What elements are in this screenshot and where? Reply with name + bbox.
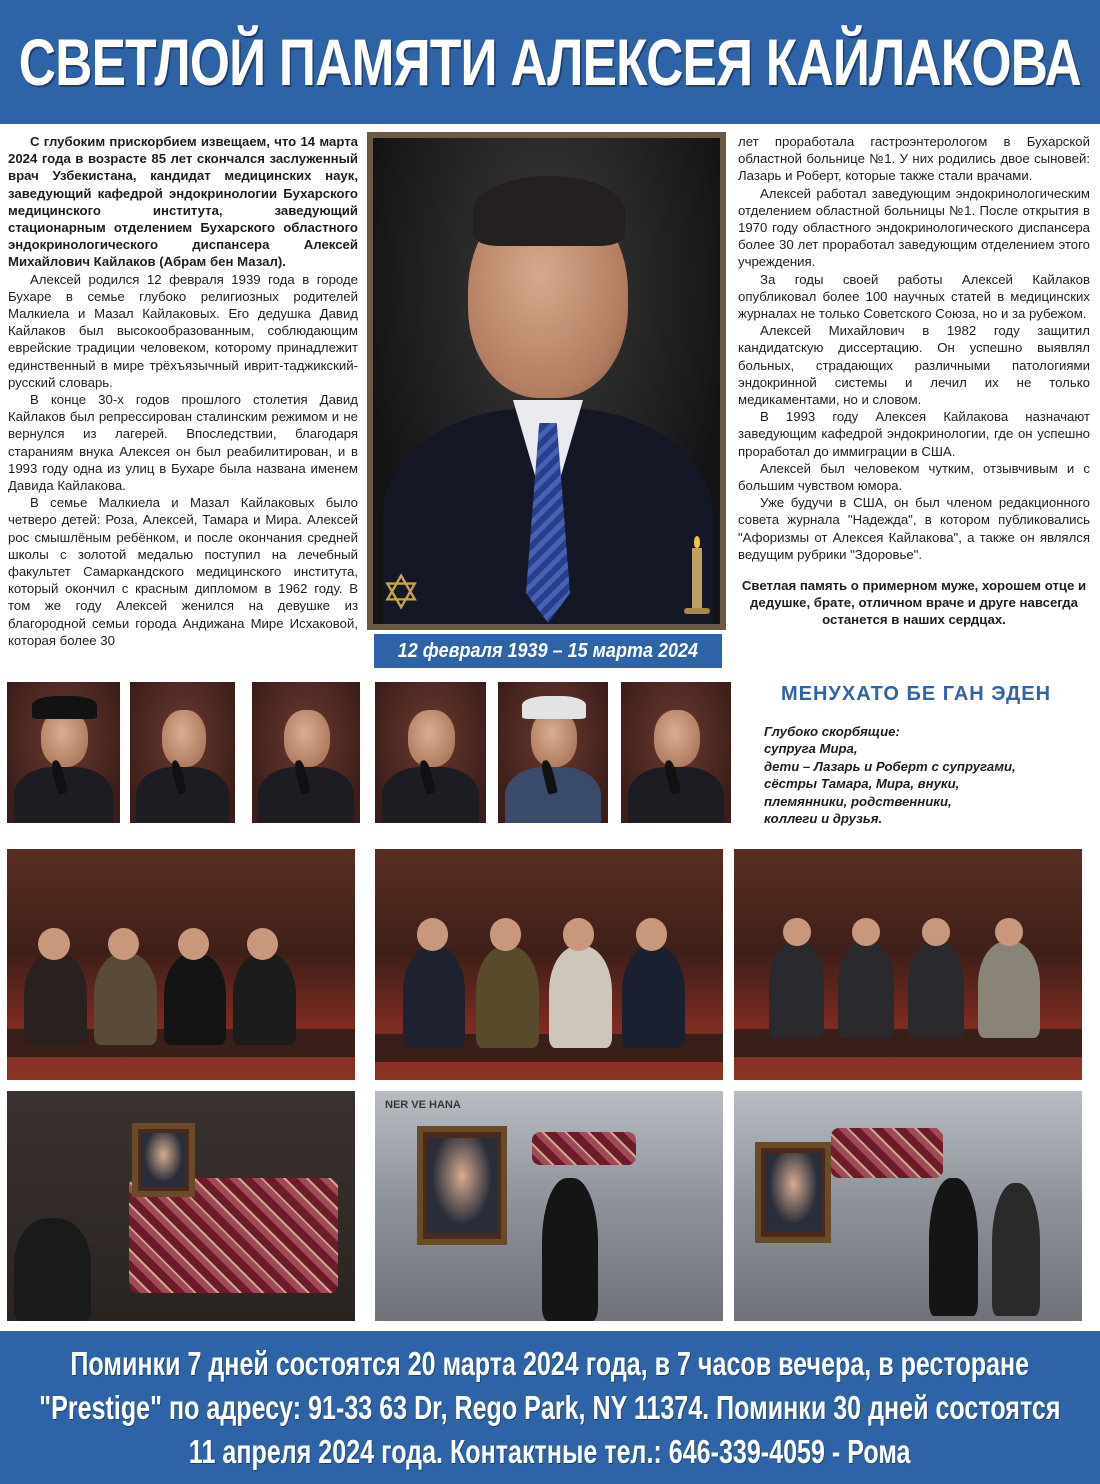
audience-photo — [7, 849, 355, 1080]
speaker-photo — [621, 682, 731, 823]
menuhato-heading: МЕНУХАТО БЕ ГАН ЭДЕН — [780, 683, 1052, 705]
obituary-paragraph: В семье Малкиела и Мазал Кайлаковых было четверо детей: Роза, Алексей, Тамара и Мира. Алексей рос смышлёным ребёнком, и после окончания средней школы с золотой медалью поступил на лечебный факультет Самаркандского медицинского института, который окончил с красным дипломом в 1962 году. В том же году Алексей женился на девушке из благородной семьи города Андижана Мире Исхаковой, которая более 30 — [8, 495, 358, 648]
procession-photo — [375, 1091, 723, 1321]
obituary-paragraph: Алексей был человеком чутким, отзывчивым и с большим чувством юмора. — [738, 460, 1090, 494]
procession-photo — [7, 1091, 355, 1321]
obituary-right-column — [738, 133, 1090, 629]
obituary-left-column — [8, 133, 358, 649]
speaker-photo — [7, 682, 120, 823]
street-sign: NER VE HANA — [385, 1099, 461, 1111]
header-banner — [0, 0, 1100, 124]
obituary-paragraph: лет проработала гастроэнтерологом в Бухарской областной больнице №1. У них родились двое сыновей: Лазарь и Роберт, которые также стали врачами. — [738, 134, 1090, 184]
obituary-paragraph: Алексей родился 12 февраля 1939 года в городе Бухаре в семье глубоко религиозных родителей Малкиела и Мазал Кайлаковых. Его дедушка Давид Кайлаков был высокообразованным, соблюдающим еврейские традиции человеком, которому принадлежит единственный в мире трёхъязычный иврит-таджикский-русский словарь. — [8, 271, 358, 390]
life-dates: 12 февраля 1939 – 15 марта 2024 — [397, 639, 699, 662]
portrait-photo — [367, 132, 726, 630]
mourners-line: сёстры Тамара, Мира, внуки, — [764, 776, 960, 792]
mourners-line: Глубоко скорбящие: — [764, 724, 900, 739]
speaker-photo — [375, 682, 486, 823]
life-dates-bar — [374, 634, 722, 668]
obituary-paragraph: Алексей работал заведующим эндокринологическим отделением областной больницы №1. После открытия в 1970 году областного эндокринологического диспансера более 30 лет проработал заведующим отделением этого учреждения. — [738, 185, 1090, 270]
star-of-david-icon: ✡ — [381, 567, 422, 620]
obituary-paragraph: За годы своей работы Алексей Кайлаков опубликовал более 100 научных статей в медицинских журналах не только Советского Союза, но и за рубежом. — [738, 271, 1090, 322]
speaker-photo — [252, 682, 360, 823]
candle-icon — [692, 548, 702, 608]
audience-photo — [375, 849, 723, 1080]
obituary-paragraph: В 1993 году Алексея Кайлакова назначают заведующим кафедрой эндокринологии, где он успешно проработал до иммиграции в США. — [738, 409, 1090, 459]
mourners-line: супруга Мира, — [764, 741, 858, 757]
mourners-line: дети – Лазарь и Роберт с супругами, — [764, 758, 1016, 774]
obituary-paragraph: Алексей Михайлович в 1982 году защитил кандидатскую диссертацию. Он успешно выявлял больных, страдающих различными патологиями эндокринной системы и лечил их не только медикаментами, но и словом. — [738, 323, 1090, 408]
announcement-line: 11 апреля 2024 года. Контактные тел.: 646-339-4059 - Рома — [189, 1432, 911, 1470]
mourners-list — [764, 723, 1094, 827]
memorial-announcement — [0, 1331, 1100, 1484]
obituary-paragraph: Уже будучи в США, он был членом редакционного совета журнала "Надежда", в котором публиковались "Афоризмы от Алексея Кайлакова", а также он являлся ведущим рубрики "Здоровье". — [738, 495, 1090, 562]
speaker-photo — [498, 682, 608, 823]
audience-photo — [734, 849, 1082, 1080]
mourners-line: племянники, родственники, — [764, 793, 952, 809]
obituary-paragraph: В конце 30-х годов прошлого столетия Давид Кайлаков был репрессирован сталинским режимом и не вернулся из лагерей. Впоследствии, благодаря стараниям внука Алексея он был реабилитирован, и в 1993 году одна из улиц в Бухаре была названа именем Давида Кайлакова. — [8, 392, 358, 494]
announcement-line: "Prestige" по адресу: 91-33 63 Dr, Rego Park, NY 11374. Поминки 30 дней состоятся — [39, 1388, 1061, 1426]
procession-photo — [734, 1091, 1082, 1321]
closing-statement: Светлая память о примерном муже, хорошем отце и дедушке, брате, отличном враче и друге навсегда останется в наших сердцах. — [741, 578, 1087, 628]
mourners-line: коллеги и друзья. — [764, 811, 883, 827]
announcement-line: Поминки 7 дней состоятся 20 марта 2024 года, в 7 часов вечера, в ресторане — [70, 1344, 1030, 1382]
speaker-photo — [130, 682, 235, 823]
obituary-intro: С глубоким прискорбием извещаем, что 14 марта 2024 года в возрасте 85 лет скончался заслуженный врач Узбекистана, кандидат медицинских наук, заведующий кафедрой эндокринологии Бухарского медицинского института, заведующий стационарным отделением Бухарского областного эндокринологического диспансера Алексей Михайлович Кайлаков (Абрам бен Мазал). — [8, 134, 358, 270]
page-title: СВЕТЛОЙ ПАМЯТИ АЛЕКСЕЯ КАЙЛАКОВА — [18, 25, 1082, 99]
